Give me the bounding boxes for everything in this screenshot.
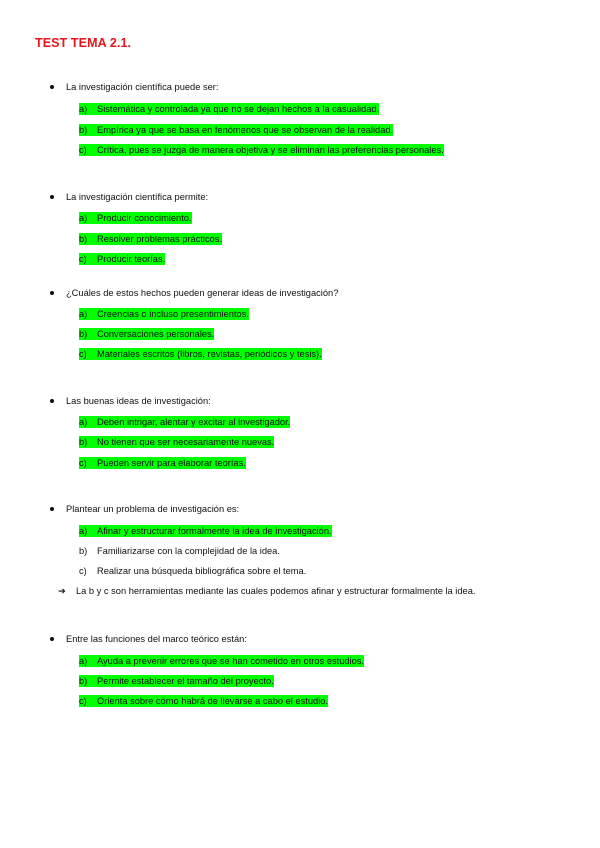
option-label: c) xyxy=(79,145,87,155)
option-label: c) xyxy=(79,458,87,468)
option-text: Familiarizarse con la complejidad de la idea. xyxy=(97,546,280,556)
question-2 xyxy=(50,192,208,202)
question-3 xyxy=(50,288,338,298)
option-4b xyxy=(79,436,274,448)
option-label: c) xyxy=(79,349,87,359)
option-3c xyxy=(79,348,322,360)
option-text: Conversaciones personales. xyxy=(97,329,215,339)
option-text: Crítica, pues se juzga de manera objetiva y se eliminan las preferencias personales. xyxy=(97,145,444,155)
option-label: a) xyxy=(79,417,88,427)
option-1a xyxy=(79,103,379,115)
option-1b xyxy=(79,124,393,136)
question-1 xyxy=(50,82,218,92)
question-text: ¿Cuáles de estos hechos pueden generar ideas de investigación? xyxy=(66,288,339,298)
option-label: b) xyxy=(79,125,88,135)
option-4a xyxy=(79,416,290,428)
option-label: b) xyxy=(79,234,88,244)
bullet-dot-icon xyxy=(50,507,54,511)
option-2b xyxy=(79,233,222,245)
bullet-dot-icon xyxy=(50,195,54,199)
option-4c xyxy=(79,457,246,469)
bullet-dot-icon xyxy=(50,637,54,641)
option-5c xyxy=(79,565,306,577)
note-text: La b y c son herramientas mediante las cuales podemos afinar y estructurar formalmente la idea. xyxy=(76,586,476,596)
question-4 xyxy=(50,396,211,406)
question-text: La investigación científica permite: xyxy=(66,192,209,202)
option-text: Creencias o incluso presentimientos. xyxy=(97,309,249,319)
option-text: Producir conocimiento. xyxy=(97,213,192,223)
option-label: a) xyxy=(79,656,88,666)
option-label: a) xyxy=(79,104,88,114)
option-text: Orienta sobre cómo habrá de llevarse a cabo el estudio. xyxy=(97,696,329,706)
option-5a xyxy=(79,525,332,537)
question-text: Plantear un problema de investigación es: xyxy=(66,504,240,514)
option-text: Afinar y estructurar formalmente la idea de investigación. xyxy=(97,526,332,536)
document-title: TEST TEMA 2.1. xyxy=(35,36,132,50)
option-text: Empírica ya que se basa en fenómenos que se observan de la realidad. xyxy=(97,125,394,135)
option-text: Ayuda a prevenir errores que se han cometido en otros estudios. xyxy=(97,656,365,666)
option-text: Permite establecer el tamaño del proyecto. xyxy=(97,676,274,686)
option-3a xyxy=(79,308,249,320)
option-1c xyxy=(79,144,444,156)
question-text: Las buenas ideas de investigación: xyxy=(66,396,211,406)
option-text: Deben intrigar, alentar y excitar al investigador. xyxy=(97,417,291,427)
option-6a xyxy=(79,655,364,667)
question-5 xyxy=(50,504,239,514)
answer-note xyxy=(58,586,475,597)
question-text: Entre las funciones del marco teórico están: xyxy=(66,634,247,644)
option-text: Realizar una búsqueda bibliográfica sobre el tema. xyxy=(97,566,307,576)
option-label: c) xyxy=(79,254,87,264)
question-6 xyxy=(50,634,247,644)
option-text: Materiales escritos (libros, revistas, periódicos y tesis). xyxy=(97,349,322,359)
bullet-dot-icon xyxy=(50,291,54,295)
bullet-dot-icon xyxy=(50,85,54,89)
option-text: Sistemática y controlada ya que no se dejan hechos a la casualidad. xyxy=(97,104,380,114)
option-6c xyxy=(79,695,328,707)
option-text: Producir teorías. xyxy=(97,254,166,264)
option-text: Resolver problemas prácticos. xyxy=(97,234,223,244)
option-text: No tienen que ser necesariamente nuevas. xyxy=(97,437,275,447)
option-label: a) xyxy=(79,526,88,536)
option-2a xyxy=(79,212,192,224)
right-arrow-icon: ➔ xyxy=(58,586,66,596)
option-label: a) xyxy=(79,213,88,223)
option-3b xyxy=(79,328,214,340)
option-label: c) xyxy=(79,566,87,576)
option-label: b) xyxy=(79,546,88,556)
option-text: Pueden servir para elaborar teorías. xyxy=(97,458,246,468)
option-label: b) xyxy=(79,676,88,686)
option-label: b) xyxy=(79,329,88,339)
option-5b xyxy=(79,545,280,557)
option-2c xyxy=(79,253,165,265)
question-text: La investigación científica puede ser: xyxy=(66,82,219,92)
option-label: a) xyxy=(79,309,88,319)
option-label: c) xyxy=(79,696,87,706)
bullet-dot-icon xyxy=(50,399,54,403)
option-label: b) xyxy=(79,437,88,447)
option-6b xyxy=(79,675,274,687)
